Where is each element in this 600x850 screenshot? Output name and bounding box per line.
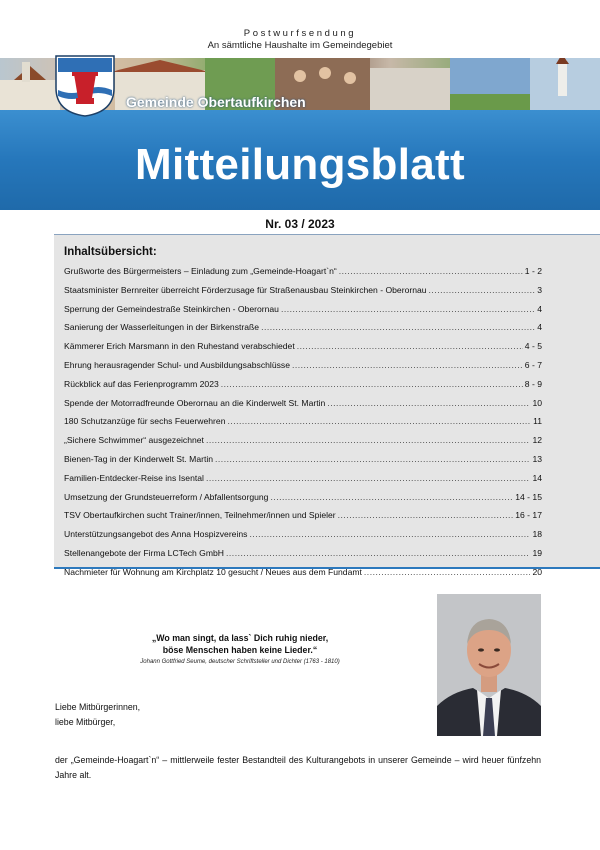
greeting [55,700,140,729]
toc-item-leader [297,341,523,351]
toc-item-title: Bienen-Tag in der Kinderwelt St. Martin [64,453,214,464]
toc-item-title: Umsetzung der Grundsteuerreform / Abfallentsorgung [64,491,269,502]
toc-item-pages: 4 [537,303,542,314]
toc-item [64,548,542,567]
toc-item-pages: 4 - 5 [524,341,542,352]
toc-item-leader [226,548,530,558]
toc-item-leader [339,266,523,276]
toc-item-pages: 4 [537,322,542,333]
toc-item-title: Staatsminister Bernreiter überreicht Förderzusage für Straßenausbau Steinkirchen - Oberornau [64,284,427,295]
toc-item-pages: 18 [532,529,542,540]
toc-item-title: Sanierung der Wasserleitungen in der Birkenstraße [64,322,260,333]
toc-item-title: Kämmerer Erich Marsmann in den Ruhestand verabschiedet [64,341,295,352]
toc-item [64,398,542,417]
toc-item-leader [215,454,530,464]
issue-number: Nr. 03 / 2023 [265,217,335,231]
toc-item-leader [364,567,531,577]
toc-list [64,266,542,586]
toc-item [64,304,542,323]
toc-item-title: Spende der Motorradfreunde Oberornau an die Kinderwelt St. Martin [64,397,326,408]
quote-line-2: böse Menschen haben keine Lieder.“ [162,645,318,655]
toc-item-pages: 12 [532,435,542,446]
toc-item-leader [429,285,536,295]
toc-item-leader [206,473,530,483]
postal-notice [0,28,600,51]
toc-item-title: 180 Schutzanzüge für sechs Feuerwehren [64,416,226,427]
toc-item [64,416,542,435]
toc-item [64,341,542,360]
toc-item-title: TSV Obertaufkirchen sucht Trainer/innen, Teilnehmer/innen und Spieler [64,510,336,521]
toc-heading: Inhaltsübersicht: [64,246,157,258]
toc-item-pages: 16 - 17 [515,510,542,521]
toc-item-leader [249,529,530,539]
table-of-contents [54,234,600,577]
mayor-portrait [437,594,541,736]
toc-item-leader [281,304,535,314]
toc-item-title: Stellenangebote der Firma LCTech GmbH [64,547,225,558]
toc-item [64,567,542,586]
toc-item-leader [327,398,530,408]
toc-item-leader [261,322,535,332]
toc-item [64,322,542,341]
toc-item-pages: 6 - 7 [524,359,542,370]
greeting-line-2: liebe Mitbürger, [55,716,116,727]
toc-item-pages: 14 - 15 [515,491,542,502]
toc-item [64,266,542,285]
toc-item-pages: 11 [533,416,542,427]
toc-item [64,492,542,511]
intro-paragraph: der „Gemeinde-Hoagart`n“ – mittlerweile fester Bestandteil des Kulturangebots in unserer Gemeinde – wird heuer fünfzehn Jahre alt. [55,755,541,780]
toc-item-pages: 20 [532,566,542,577]
toc-item [64,285,542,304]
toc-item [64,360,542,379]
quote-line-1: „Wo man singt, da lass` Dich ruhig nieder, [151,633,329,643]
toc-item-leader [206,435,530,445]
toc-item [64,510,542,529]
recipients-label: An sämtliche Haushalte im Gemeindegebiet [207,40,393,51]
toc-item-title: Rückblick auf das Ferienprogramm 2023 [64,378,219,389]
toc-item-title: Unterstützungsangebot des Anna Hospizvereins [64,529,248,540]
toc-item-leader [227,416,531,426]
toc-item-leader [338,510,514,520]
toc-item-pages: 14 [532,472,542,483]
toc-item [64,435,542,454]
municipality-name: Gemeinde Obertaufkirchen [126,94,306,110]
publication-title: Mitteilungsblatt [135,140,465,189]
toc-item [64,379,542,398]
toc-item-pages: 19 [532,547,542,558]
postwurf-label: Postwurfsendung [243,28,357,39]
toc-item-title: Grußworte des Bürgermeisters – Einladung zum „Gemeinde-Hoagart`n“ [64,266,337,276]
toc-item-pages: 10 [532,397,542,408]
toc-item-leader [292,360,523,370]
toc-item-leader [221,379,523,389]
toc-item-title: Sperrung der Gemeindestraße Steinkirchen - Oberornau [64,303,279,314]
toc-item-pages: 3 [537,284,542,295]
toc-item-title: „Sichere Schwimmer“ ausgezeichnet [64,435,204,446]
toc-item-leader [270,492,513,502]
toc-item [64,473,542,492]
toc-item-pages: 13 [532,453,542,464]
quote-author: Johann Gottfried Seume, deutscher Schriftsteller und Dichter (1763 - 1810) [140,659,340,665]
toc-item [64,529,542,548]
toc-item-pages: 8 - 9 [524,378,542,389]
toc-item-pages: 1 - 2 [524,266,542,276]
quote-block [55,632,425,665]
portrait-illustration [437,594,541,736]
toc-item [64,454,542,473]
toc-item-title: Familien-Entdecker-Reise ins Isental [64,472,204,483]
coat-of-arms-icon [52,52,118,118]
toc-item-title: Nachmieter für Wohnung am Kirchplatz 10 gesucht / Neues aus dem Fundamt [64,566,362,577]
toc-item-title: Ehrung herausragender Schul- und Ausbildungsabschlüsse [64,359,290,370]
greeting-line-1: Liebe Mitbürgerinnen, [55,702,141,712]
